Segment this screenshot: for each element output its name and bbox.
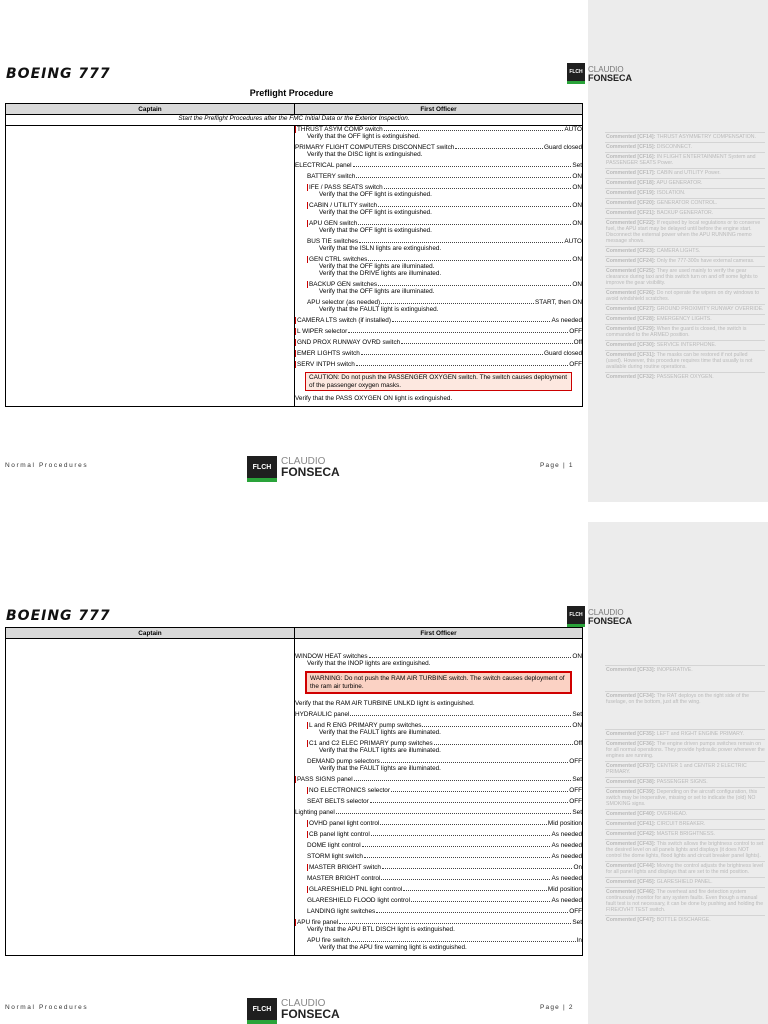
comment[interactable]: Commented [CF14]: THRUST ASYMMETRY COMPENSATION. <box>605 132 765 142</box>
warning-box: WARNING: Do not push the RAM AIR TURBINE switch. The switch causes deployment of the ram air turbine. <box>305 671 572 694</box>
comment[interactable]: Commented [CF20]: GENERATOR CONTROL. <box>605 198 765 208</box>
comment[interactable]: Commented [CF15]: DISCONNECT. <box>605 142 765 152</box>
logo-line2: FONSECA <box>281 465 340 479</box>
comment[interactable]: Commented [CF40]: OVERHEAD. <box>605 809 765 819</box>
procedure-table <box>5 103 583 407</box>
col-first-officer: First Officer <box>295 628 583 639</box>
checklist-item: HYDRAULIC panel Set <box>295 711 582 718</box>
checklist-item: APU fire switch In Verify that the APU fire warning light is extinguished. <box>307 937 582 951</box>
comment[interactable]: Commented [CF21]: BACKUP GENERATOR. <box>605 208 765 218</box>
checklist-item: C1 and C2 ELEC PRIMARY pump switches Off Verify that the FAULT lights are illuminated. <box>309 740 582 754</box>
comment[interactable]: Commented [CF17]: CABIN and UTILITY Power. <box>605 168 765 178</box>
comments-list <box>605 665 765 925</box>
comment[interactable]: Commented [CF38]: PASSENGER SIGNS. <box>605 777 765 787</box>
comments-list <box>605 132 765 382</box>
comment[interactable]: Commented [CF16]: IN FLIGHT ENTERTAINMENT System and PASSENGER SEATS Power. <box>605 152 765 168</box>
comment[interactable]: Commented [CF45]: GLARESHIELD PANEL. <box>605 877 765 887</box>
checklist-item: NO ELECTRONICS selector OFF <box>309 787 582 794</box>
comment[interactable]: Commented [CF22]: If required by local regulations or to conserve fuel, the APU start may be delayed until before the engine start. Disconnect the external power when the APU RUNNING memo message shows. <box>605 218 765 246</box>
comment[interactable]: Commented [CF31]: The masks can be restored if not pulled (used). However, this procedure requires time that usually is not available during routine operations. <box>605 350 765 372</box>
checklist-item: EMER LIGHTS switch Guard closed <box>297 350 582 357</box>
footer-logo <box>247 998 340 1024</box>
checklist-item: Verify that the PASS OXYGEN ON light is extinguished. <box>295 395 453 402</box>
page-number: Page | 1 <box>540 462 574 469</box>
intro-note: Start the Preflight Procedures after the FMC Initial Data or the Exterior Inspection. <box>6 115 583 126</box>
comment[interactable]: Commented [CF32]: PASSENGER OXYGEN. <box>605 372 765 382</box>
comment[interactable]: Commented [CF34]: The RAT deploys on the right side of the fuselage, on the bottom, just aft the wing. <box>605 691 765 707</box>
comment[interactable]: Commented [CF33]: INOPERATIVE. <box>605 665 765 675</box>
checklist-item: Verify that the RAM AIR TURBINE UNLKD light is extinguished. <box>295 700 475 707</box>
checklist-item: MASTER BRIGHT control As needed <box>307 875 582 882</box>
logo-line1: CLAUDIO <box>588 607 624 617</box>
checklist-item: WINDOW HEAT switches ON Verify that the INOP lights are extinguished. <box>295 653 582 667</box>
checklist-item: GLARESHIELD FLOOD light control As needed <box>307 897 582 904</box>
comment[interactable]: Commented [CF36]: The engine driven pumps switches remain on for all normal operations. They provide hydraulic power whenever the engines are running. <box>606 741 765 759</box>
checklist-item: DOME light control As needed <box>307 842 582 849</box>
captain-column <box>6 639 295 956</box>
comment[interactable]: Commented [CF25]: They are used mainly to verify the gear clearance during taxi and this switch turn on and off some lights to improve the gear visibility. <box>605 266 765 288</box>
first-officer-column <box>295 126 583 407</box>
checklist-item: THRUST ASYM COMP switch AUTO Verify that the OFF light is extinguished. <box>297 126 582 140</box>
comment[interactable]: Commented [CF19]: ISOLATION. <box>605 188 765 198</box>
comment[interactable]: Commented [CF35]: LEFT and RIGHT ENGINE PRIMARY. <box>605 729 765 739</box>
brand-title: BOEING 777 <box>6 66 111 82</box>
comment[interactable]: Commented [CF46]: The overheat and fire detection system continuously monitor for any system faults. Even though a manual fault test is not necessary, it can be done by pushing and holding the FIRE/OVHT TEST switch. <box>606 889 764 913</box>
checklist-item: BACKUP GEN switches ON Verify that the OFF lights are illuminated. <box>309 281 582 295</box>
logo-line2: FONSECA <box>588 615 633 626</box>
comment[interactable]: Commented [CF28]: EMERGENCY LIGHTS. <box>605 314 765 324</box>
checklist-item: IFE / PASS SEATS switch ON Verify that the OFF light is extinguished. <box>309 184 582 198</box>
logo-box: FLCH <box>247 998 277 1024</box>
comment[interactable]: Commented [CF41]: CIRCUIT BREAKER. <box>605 819 765 829</box>
checklist-item: Lighting panel Set <box>295 809 582 816</box>
logo-box: FLCH <box>567 63 585 84</box>
checklist-item: GND PROX RUNWAY OVRD switch Off <box>297 339 582 346</box>
logo-box: FLCH <box>567 606 585 627</box>
checklist-item: SERV INTPH switch OFF <box>297 361 582 368</box>
procedure-table <box>5 627 583 956</box>
header-logo <box>567 606 632 627</box>
footer-section-label: Normal Procedures <box>5 462 89 469</box>
comment[interactable]: Commented [CF44]: Moving the control adjusts the brightness level for all panel lights and displays that are set to the mid position. <box>606 863 764 875</box>
comment[interactable]: Commented [CF47]: BOTTLE DISCHARGE. <box>605 915 765 925</box>
footer-section-label: Normal Procedures <box>5 1004 89 1011</box>
captain-column <box>6 126 295 407</box>
checklist-item: CAMERA LTS switch (if installed) As needed <box>297 317 582 324</box>
comment[interactable]: Commented [CF29]: When the guard is closed, the switch is commanded to the ARMED position. <box>605 324 765 340</box>
checklist-item: APU GEN switch ON Verify that the OFF light is extinguished. <box>309 220 582 234</box>
comment[interactable]: Commented [CF24]: Only the 777-300s have external cameras. <box>605 256 765 266</box>
checklist-item: BUS TIE switches AUTO Verify that the ISLN lights are extinguished. <box>307 238 582 252</box>
col-captain: Captain <box>6 104 295 115</box>
checklist-item: ELECTRICAL panel Set <box>295 162 582 169</box>
checklist-item: STORM light switch As needed <box>307 853 582 860</box>
comment[interactable]: Commented [CF37]: CENTER 1 and CENTER 2 ELECTRIC PRIMARY. <box>605 761 765 777</box>
checklist-item: CABIN / UTILITY switch ON Verify that the OFF light is extinguished. <box>309 202 582 216</box>
checklist-item: L WIPER selector OFF <box>297 328 582 335</box>
logo-line1: CLAUDIO <box>588 64 624 74</box>
checklist-item: MASTER BRIGHT switch On <box>309 864 582 871</box>
comment[interactable]: Commented [CF39]: Depending on the aircraft configuration, this switch may be inoperative, missing or set to indicate the (old) NO SMOKING signs. <box>605 787 765 809</box>
col-first-officer: First Officer <box>295 104 583 115</box>
checklist-item: PRIMARY FLIGHT COMPUTERS DISCONNECT switch Guard closed Verify that the DISC light is extinguished. <box>295 144 582 158</box>
comment[interactable]: Commented [CF42]: MASTER BRIGHTNESS. <box>605 829 765 839</box>
checklist-item: LANDING light switches OFF <box>307 908 582 915</box>
logo-line1: CLAUDIO <box>281 998 326 1009</box>
checklist-item: GEN CTRL switches ON Verify that the OFF lights are illuminated. Verify that the DRIVE lights are illuminated. <box>309 256 582 277</box>
checklist-item: APU fire panel Set Verify that the APU BTL DISCH light is extinguished. <box>297 919 582 933</box>
logo-line1: CLAUDIO <box>281 456 326 467</box>
document-page-2 <box>0 522 768 1024</box>
comment[interactable]: Commented [CF26]: Do not operate the wipers on dry windows to avoid windshield scratches. <box>605 288 765 304</box>
comment[interactable]: Commented [CF43]: This switch allows the brightness control to set the desired level on all panels lights and displays (it does NOT control the dome lights, flood lights and circuit breaker panel lights). <box>606 841 764 859</box>
brand-title: BOEING 777 <box>6 608 111 624</box>
page-number: Page | 2 <box>540 1004 574 1011</box>
logo-box: FLCH <box>247 456 277 482</box>
comment[interactable]: Commented [CF18]: APU GENERATOR. <box>605 178 765 188</box>
checklist-item: DEMAND pump selectors OFF Verify that the FAULT lights are illuminated. <box>307 758 582 772</box>
comment[interactable]: Commented [CF30]: SERVICE INTERPHONE. <box>605 340 765 350</box>
comment[interactable]: Commented [CF27]: GROUND PROXIMITY RUNWAY OVERRIDE. <box>606 306 764 312</box>
caution-box: CAUTION: Do not push the PASSENGER OXYGEN switch. The switch causes deployment of the passenger oxygen masks. <box>305 372 572 391</box>
page-title: Preflight Procedure <box>249 88 334 98</box>
first-officer-column <box>295 639 583 956</box>
checklist-item: GLARESHIELD PNL light control Mid position <box>309 886 582 893</box>
checklist-item: BATTERY switch ON <box>307 173 582 180</box>
col-captain: Captain <box>6 628 295 639</box>
checklist-item: L and R ENG PRIMARY pump switches ON Verify that the FAULT lights are illuminated. <box>309 722 582 736</box>
document-page-1 <box>0 0 768 502</box>
logo-line2: FONSECA <box>281 1007 340 1021</box>
checklist-item: SEAT BELTS selector OFF <box>307 798 582 805</box>
footer-logo <box>247 456 340 482</box>
checklist-item: CB panel light control As needed <box>309 831 582 838</box>
logo-line2: FONSECA <box>588 72 633 83</box>
header-logo <box>567 63 632 84</box>
checklist-item: PASS SIGNS panel Set <box>297 776 582 783</box>
checklist-item: APU selector (as needed) START, then ON Verify that the FAULT light is extinguished. <box>307 299 582 313</box>
checklist-item: OVHD panel light control Mid position <box>309 820 582 827</box>
comment[interactable]: Commented [CF23]: CAMERA LIGHTS. <box>605 246 765 256</box>
